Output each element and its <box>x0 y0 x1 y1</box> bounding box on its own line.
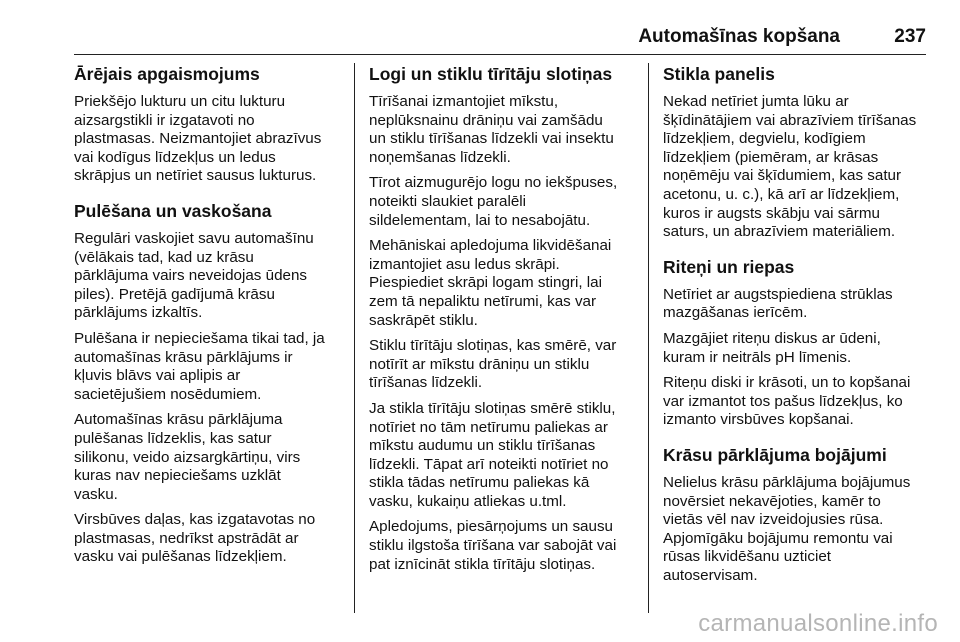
paragraph: Virsbūves daļas, kas izgatavotas no plastmasas, nedrīkst apstrādāt ar vasku vai pulēšanas līdzekļiem. <box>74 511 316 566</box>
paragraph: Riteņu diski ir krāsoti, un to kopšanai var izmantot tos pašus līdzekļus, ko izmanto virsbūves kopšanai. <box>663 374 911 429</box>
paragraph: Nelielus krāsu pārklājuma bojājumus novērsiet nekavējoties, kamēr to vietās vēl nav izveidojusies rūsa. Apjomīgāku bojājumu remontu vai rūsas likvidēšanu uzticiet autoservisam. <box>663 473 911 584</box>
paragraph: Pulēšana ir nepieciešama tikai tad, ja automašīnas krāsu pārklājums ir kļuvis blāvs vai aplipis ar sacietējušiem nosēdumiem. <box>74 329 325 403</box>
section-title: Automašīnas kopšana <box>638 26 840 47</box>
column-divider <box>648 63 649 613</box>
paragraph: Apledojums, piesārņojums un sausu stiklu ilgstoša tīrīšana var sabojāt vai pat iznīcināt stikla tīrītāju slotiņas. <box>369 518 617 573</box>
section-heading: Ārējais apgaismojums <box>74 64 260 84</box>
watermark: carmanualsonline.info <box>698 610 938 637</box>
paragraph: Mehāniskai apledojuma likvidēšanai izmantojiet asu ledus skrāpi. Piespiediet skrāpi logam stingri, lai zem tā nepaliktu netīrumi, kas var saskrāpēt stiklu. <box>369 237 612 329</box>
section-glass-panel <box>663 63 935 242</box>
section-heading: Riteņi un riepas <box>663 256 795 277</box>
paragraph: Ja stikla tīrītāju slotiņas smērē stiklu, notīriet no tām netīrumu paliekas ar mīkstu audumu un stiklu tīrīšanas līdzekli. Tāpat arī noteikti notīriet no stikla tādas netīrumu paliekas kā vasku, kukaiņu atliekas u.tml. <box>369 399 616 510</box>
header-rule <box>74 54 926 55</box>
page-header <box>74 26 926 52</box>
section-heading: Pulēšana un vaskošana <box>74 200 272 221</box>
section-wheels-tyres <box>663 256 935 430</box>
paragraph: Tīrīšanai izmantojiet mīkstu, neplūksnainu drāniņu vai zamšādu un stiklu tīrīšanas līdzekli vai insektu noņemšanas līdzekli. <box>369 93 614 166</box>
paragraph: Mazgājiet riteņu diskus ar ūdeni, kuram ir neitrāls pH līmenis. <box>663 329 881 366</box>
paragraph: Regulāri vaskojiet savu automašīnu (vēlākais tad, kad uz krāsu pārklājuma vairs neveidojas ūdens piles). Pretējā gadījumā krāsu pārklājums izkaltīs. <box>74 229 314 322</box>
paragraph: Nekad netīriet jumta lūku ar šķīdinātājiem vai abrazīviem tīrīšanas līdzekļiem, degvielu, kodīgiem līdzekļiem (piemēram, ar krāsas noņēmēju vai šķīdumiem, kas satur acetonu, u. c.), kā arī ar līdzekļiem, kuros ir augsts skābju vai sārmu saturs, un abrazīviem materiāliem. <box>663 93 917 241</box>
column-3 <box>663 63 935 592</box>
column-2 <box>369 63 641 581</box>
section-polishing-waxing <box>74 200 346 567</box>
paragraph: Stiklu tīrītāju slotiņas, kas smērē, var notīrīt ar mīkstu drāniņu un stiklu tīrīšanas līdzekli. <box>369 337 617 392</box>
section-heading: Stikla panelis <box>663 64 775 84</box>
paragraph: Tīrot aizmugurējo logu no iekšpuses, noteikti slaukiet paralēli sildelementam, lai to nesabojātu. <box>369 174 618 229</box>
column-divider <box>354 63 355 613</box>
section-heading: Logi un stiklu tīrītāju slotiņas <box>369 64 613 84</box>
column-1 <box>74 63 346 574</box>
paragraph: Netīriet ar augstspiediena strūklas mazgāšanas ierīcēm. <box>663 285 893 322</box>
section-windows-wipers <box>369 63 641 574</box>
page-number: 237 <box>894 26 926 47</box>
section-paint-damage <box>663 444 935 586</box>
section-heading: Krāsu pārklājuma bojājumi <box>663 444 887 465</box>
section-exterior-lights <box>74 63 346 186</box>
paragraph: Priekšējo lukturu un citu lukturu aizsargstikli ir izgatavoti no plastmasas. Neizmantojiet abrazīvus vai kodīgus līdzekļus un ledus skrāpjus un netīriet sausus lukturus. <box>74 93 322 185</box>
paragraph: Automašīnas krāsu pārklājuma pulēšanas līdzeklis, kas satur silikonu, veido aizsargkārtiņu, virs kuras nav nepieciešams uzklāt vasku. <box>74 411 301 503</box>
